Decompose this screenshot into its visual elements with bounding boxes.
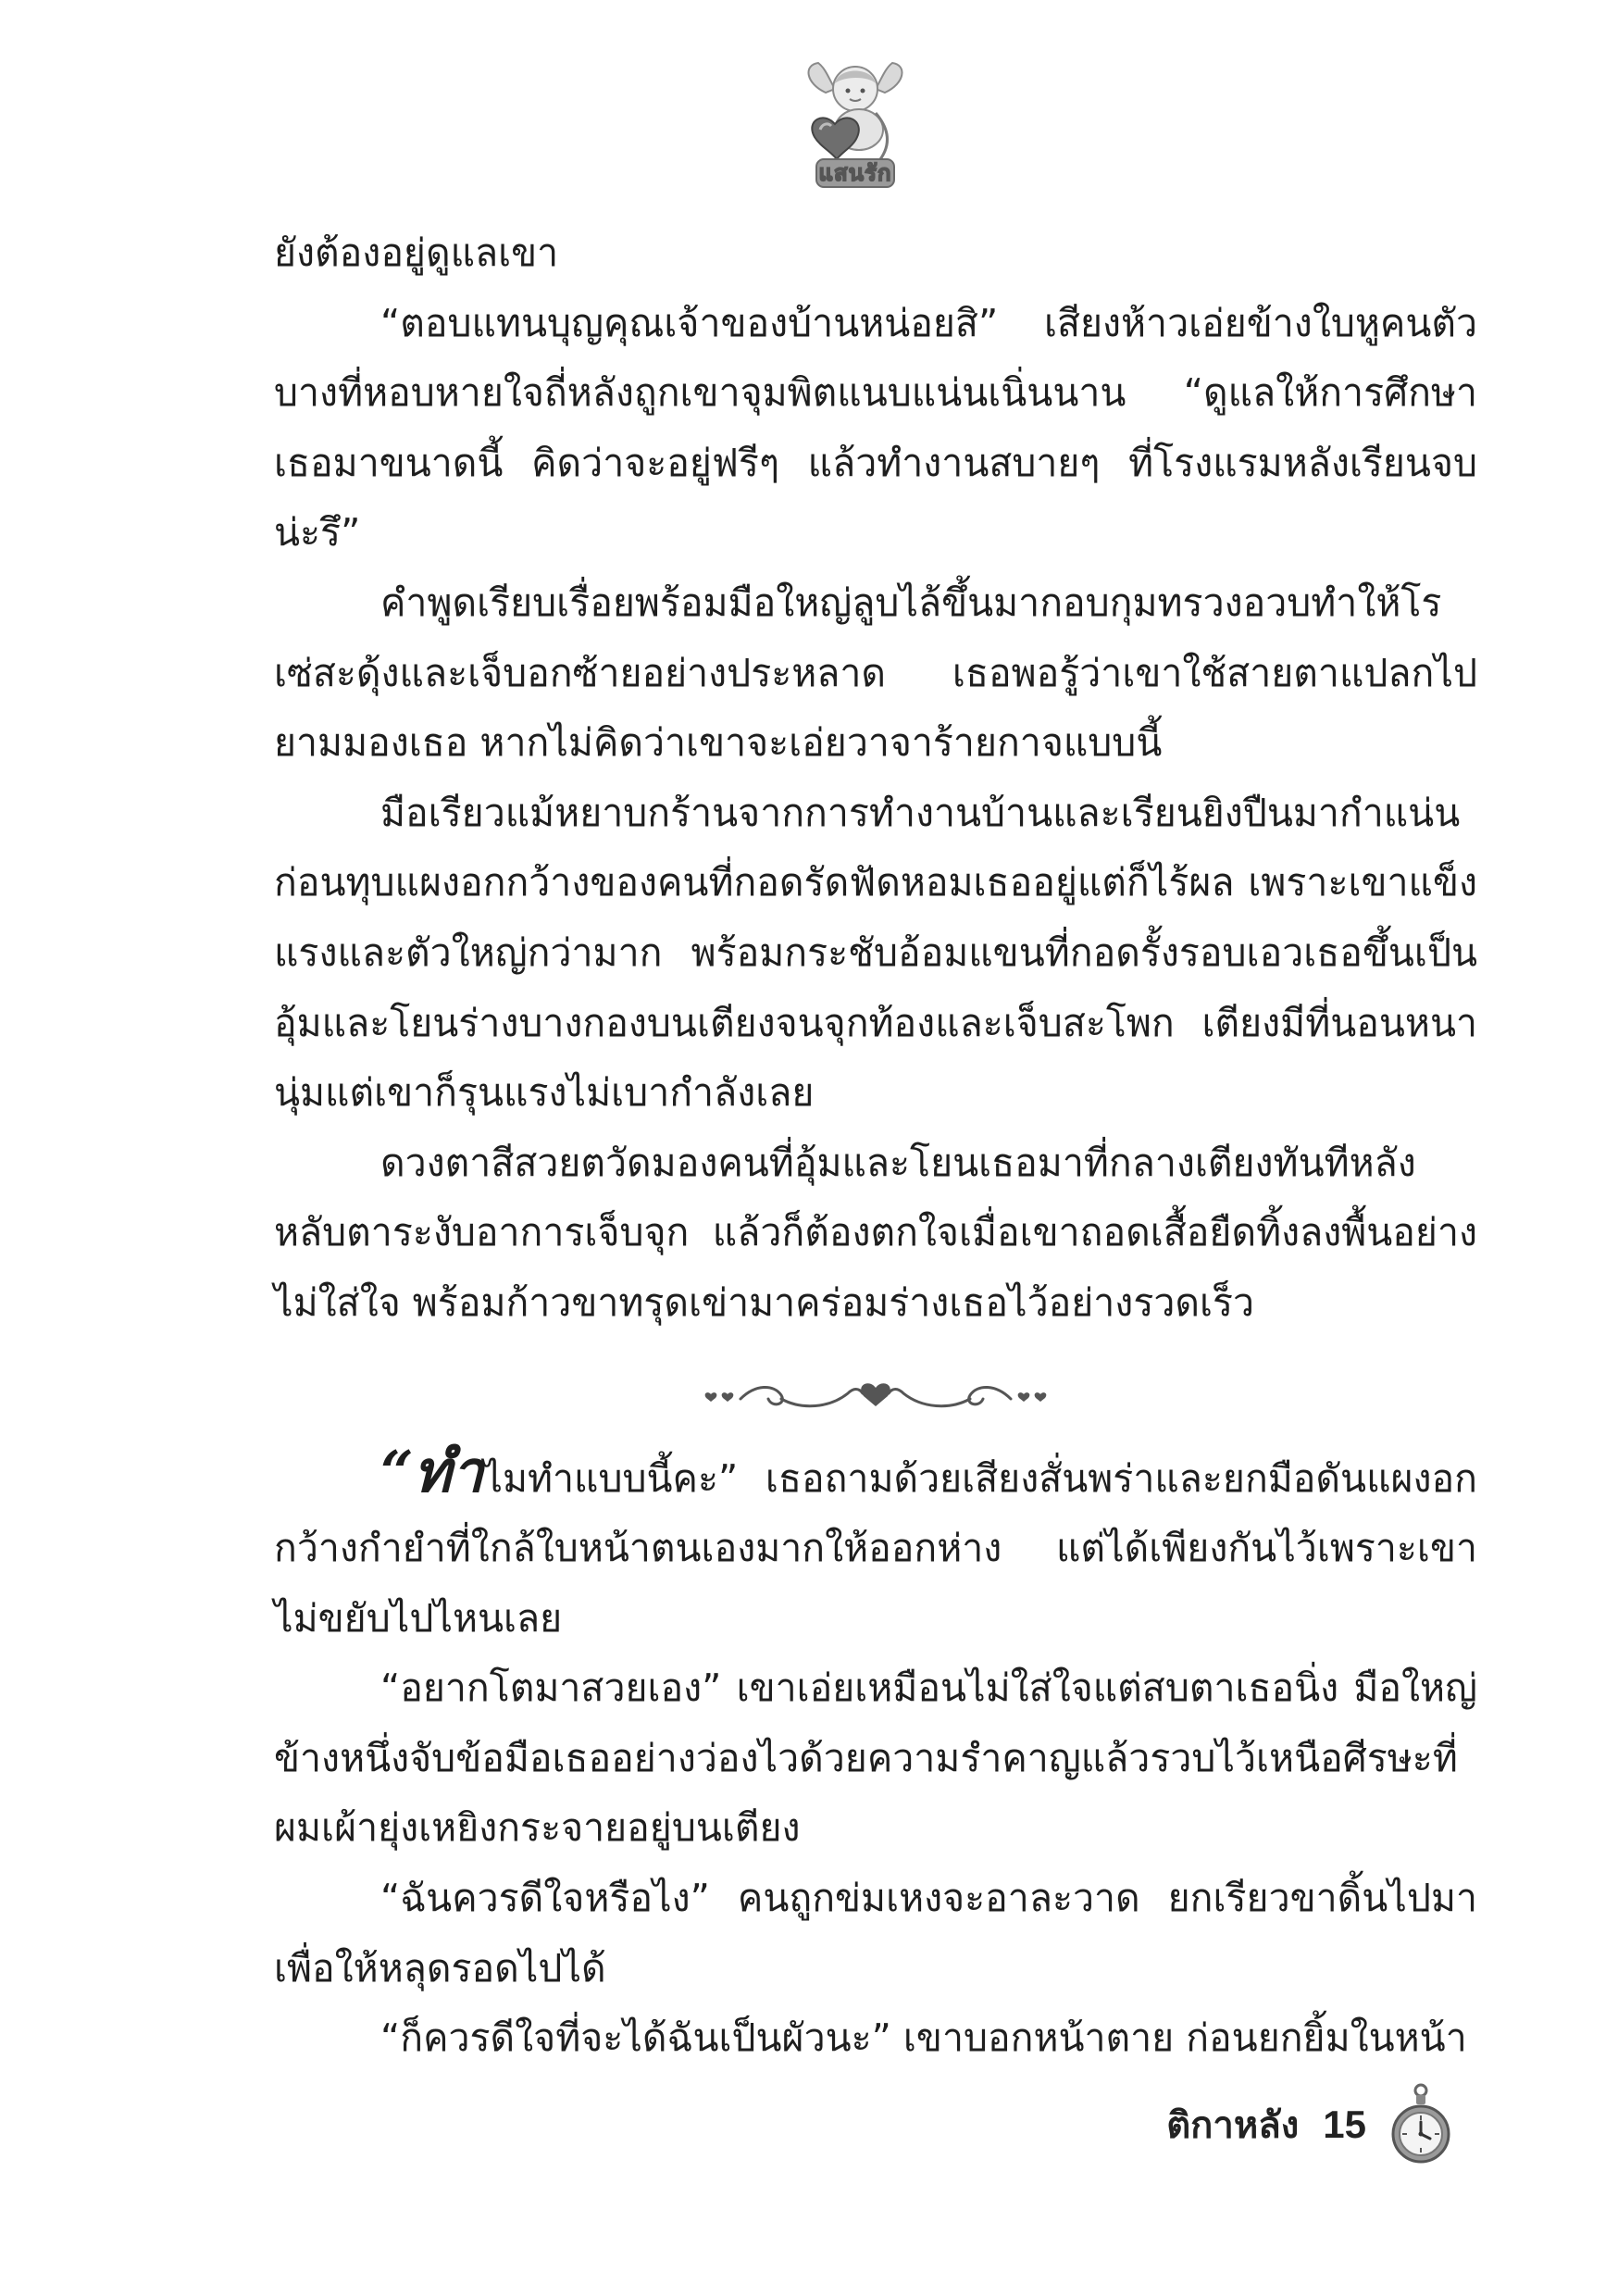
paragraph-with-dropcap [274,1437,1477,1654]
paragraph: “ตอบแทนบุญคุณเจ้าของบ้านหน่อยสิ” เสียงห้าวเอ่ยข้างใบหูคนตัวบางที่หอบหายใจถี่หลังถูกเขาจุมพิตแนบแน่นเนิ่นนาน “ดูแลให้การศึกษาเธอมาขนาดนี้ คิดว่าจะอยู่ฟรีๆ แล้วทำงานสบายๆ ที่โรงแรมหลังเรียนจบน่ะรึ” [274,300,1477,555]
paragraph: “ฉันควรดีใจหรือไง” คนถูกข่มเหงจะอาละวาด ยกเรียวขาดิ้นไปมาเพื่อให้หลุดรอดไปได้ [274,1876,1477,1990]
page-body [274,218,1477,2074]
dropcap: “ทำ [380,1437,484,1505]
paragraph: “อยากโตมาสวยเอง” เขาเอ่ยเหมือนไม่ใส่ใจแต่สบตาเธอนิ่ง มือใหญ่ข้างหนึ่งจับข้อมือเธออย่างว่องไวด้วยความรำคาญแล้วรวบไว้เหนือศีรษะที่ผมเผ้ายุ่งเหยิงกระจายอยู่บนเตียง [274,1666,1477,1851]
paragraph: ดวงตาสีสวยตวัดมองคนที่อุ้มและโยนเธอมาที่กลางเตียงทันทีหลังหลับตาระงับอาการเจ็บจุก แล้วก็ต้องตกใจเมื่อเขาถอดเสื้อยืดทิ้งลงพื้นอย่างไม่ใส่ใจ พร้อมก้าวขาทรุดเข่ามาคร่อมร่างเธอไว้อย่างรวดเร็ว [274,1140,1477,1325]
logo-text: แสนรัก [818,160,892,186]
paragraph: มือเรียวแม้หยาบกร้านจากการทำงานบ้านและเรียนยิงปืนมากำแน่นก่อนทุบแผงอกกว้างของคนที่กอดรัดฟัดหอมเธออยู่แต่ก็ไร้ผล เพราะเขาแข็งแรงและตัวใหญ่กว่ามาก พร้อมกระชับอ้อมแขนที่กอดรั้งรอบเอวเธอขึ้นเป็นอุ้มและโยนร่างบางกองบนเตียงจนจุกท้องและเจ็บสะโพก เตียงมีที่นอนหนานุ่มแต่เขาก็รุนแรงไม่เบากำลังเลย [274,790,1477,1116]
section-separator [274,1339,1477,1444]
paragraph: ยังต้องอยู่ดูแลเขา [274,231,559,275]
page-footer [1166,2083,1451,2166]
paragraph: “ก็ควรดีใจที่จะได้ฉันเป็นผัวนะ” เขาบอกหน้าตาย ก่อนยกยิ้มในหน้า [380,2015,1467,2061]
dropcap-continuation: ไมทำแบบนี้คะ” เธอถามด้วยเสียงสั่นพร่าและยกมือดันแผงอกกว้างกำยำที่ใกล้ใบหน้าตนเองมากให้ออกห่าง แต่ได้เพียงกันไว้เพราะเขาไม่ขยับไปไหนเลย [274,1455,1477,1641]
page-number: 15 [1323,2103,1366,2146]
paragraph: คำพูดเรียบเรื่อยพร้อมมือใหญ่ลูบไล้ขึ้นมากอบกุมทรวงอวบทำให้โรเซ่สะดุ้งและเจ็บอกซ้ายอย่างประหลาด เธอพอรู้ว่าเขาใช้สายตาแปลกไปยามมองเธอ หากไม่คิดว่าเขาจะเอ่ยวาจาร้ายกาจแบบนี้ [274,580,1477,766]
publisher-logo [798,56,913,194]
heart-flourish-ornament-icon [700,1373,1052,1416]
pocket-watch-icon [1390,2083,1451,2166]
book-title: ติกาหลัง [1166,2104,1300,2147]
